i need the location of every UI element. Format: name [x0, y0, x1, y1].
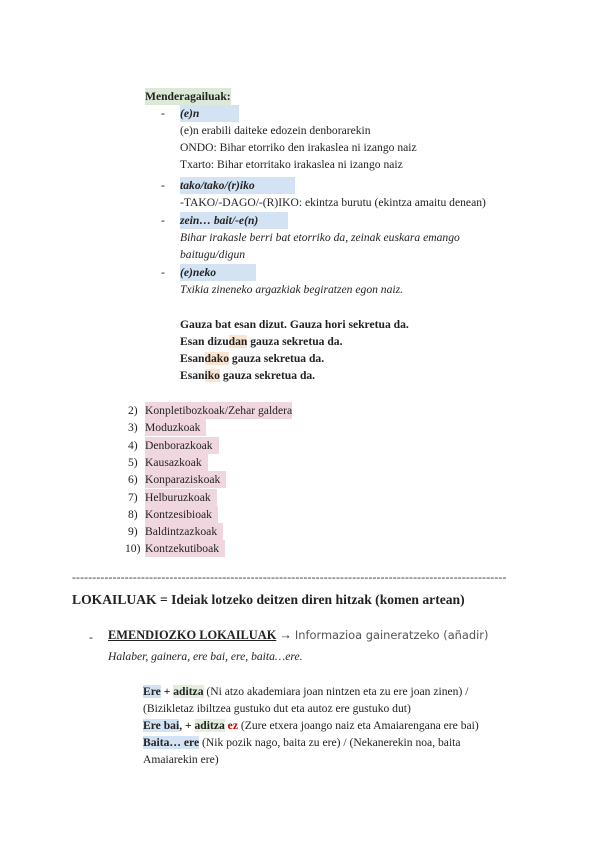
list-item: Kausazkoak [145, 454, 208, 471]
list-number: 9) [128, 525, 138, 539]
example-sentence: Esaniko gauza sekretua da. [180, 369, 316, 382]
list-item: Kontzesibioak [145, 506, 218, 523]
list-number: 6) [128, 473, 138, 487]
emendiozko-title: EMENDIOZKO LOKAILUAK [108, 628, 277, 642]
item-head-eneko: (e)neko [180, 264, 256, 281]
arrow-icon: → [276, 628, 295, 642]
list-number: 7) [128, 490, 138, 504]
bullet-dash: - [161, 266, 165, 279]
bullet-dash: - [89, 631, 93, 644]
example-line: Ere + aditza (Ni atzo akademiara joan nintzen eta zu ere joan zinen) / [143, 685, 469, 698]
item-line: Txikia zineneko argazkiak begiratzen egon naiz. [180, 283, 404, 296]
list-number: 3) [128, 421, 138, 435]
item-line: -TAKO/-DAGO/-(R)IKO: ekintza burutu (ekintza amaitu denean) [180, 196, 486, 209]
item-line: baitugu/digun [180, 248, 246, 261]
suffix-highlight: dan [228, 335, 248, 348]
list-number: 10) [125, 542, 141, 556]
list-item: Helburuzkoak [145, 489, 217, 506]
lokailuak-heading: LOKAILUAK = Ideiak lotzeko deitzen diren hitzak (komen artean) [72, 592, 465, 607]
example-line: Amaiarekin ere) [143, 753, 219, 766]
list-number: 5) [128, 455, 138, 469]
example-sentence: Gauza bat esan dizut. Gauza hori sekretua da. [180, 318, 409, 331]
example-line: (Bizikletaz ibiltzea gustuko dut eta autoz ere gustuko dut) [143, 702, 411, 715]
bullet-dash: - [161, 179, 165, 192]
dashed-separator: ----------------------------------------------------------------------------------------------------------- [72, 571, 507, 584]
item-line: (e)n erabili daiteke edozein denborarekin [180, 124, 371, 137]
example-line: Baita… ere (Nik pozik nago, baita zu ere) / (Nekanerekin noa, baita [143, 736, 461, 749]
list-number: 8) [128, 507, 138, 521]
list-item: Baldintzazkoak [145, 523, 223, 540]
list-item: Denborazkoak [145, 437, 219, 454]
suffix-highlight: iko [204, 369, 220, 382]
example-sentence: Esan dizudan gauza sekretua da. [180, 335, 343, 348]
list-number: 2) [128, 404, 138, 417]
item-head-zein: zein… bait/-e(n) [180, 212, 288, 229]
bullet-dash: - [161, 214, 165, 227]
emendiozko-heading: EMENDIOZKO LOKAILUAK → Informazioa gaineratzeko (añadir) [108, 628, 489, 642]
connector-list: Halaber, gainera, ere bai, ere, baita…ere. [108, 650, 303, 663]
item-line: Txarto: Bihar etorritako irakaslea ni izango naiz [180, 158, 403, 171]
bullet-dash: - [161, 107, 165, 120]
list-item: Konparaziskoak [145, 471, 226, 488]
item-head-tako: tako/tako/(r)iko [180, 177, 295, 194]
example-line: Ere bai, + aditza ez (Zure etxera joango naiz eta Amaiarengana ere bai) [143, 719, 479, 732]
item-line: ONDO: Bihar etorriko den irakaslea ni izango naiz [180, 141, 417, 154]
list-item: Konpletibozkoak/Zehar galdera [145, 404, 293, 417]
section-title-menderagailuak: Menderagailuak: [145, 90, 231, 103]
item-head-en: (e)n [180, 105, 239, 122]
suffix-highlight: dako [204, 352, 229, 365]
list-item: Moduzkoak [145, 419, 206, 436]
list-item: Kontzekutiboak [145, 540, 225, 557]
example-sentence: Esandako gauza sekretua da. [180, 352, 325, 365]
list-number: 4) [128, 438, 138, 452]
item-line: Bihar irakasle berri bat etorriko da, zeinak euskara emango [180, 231, 460, 244]
